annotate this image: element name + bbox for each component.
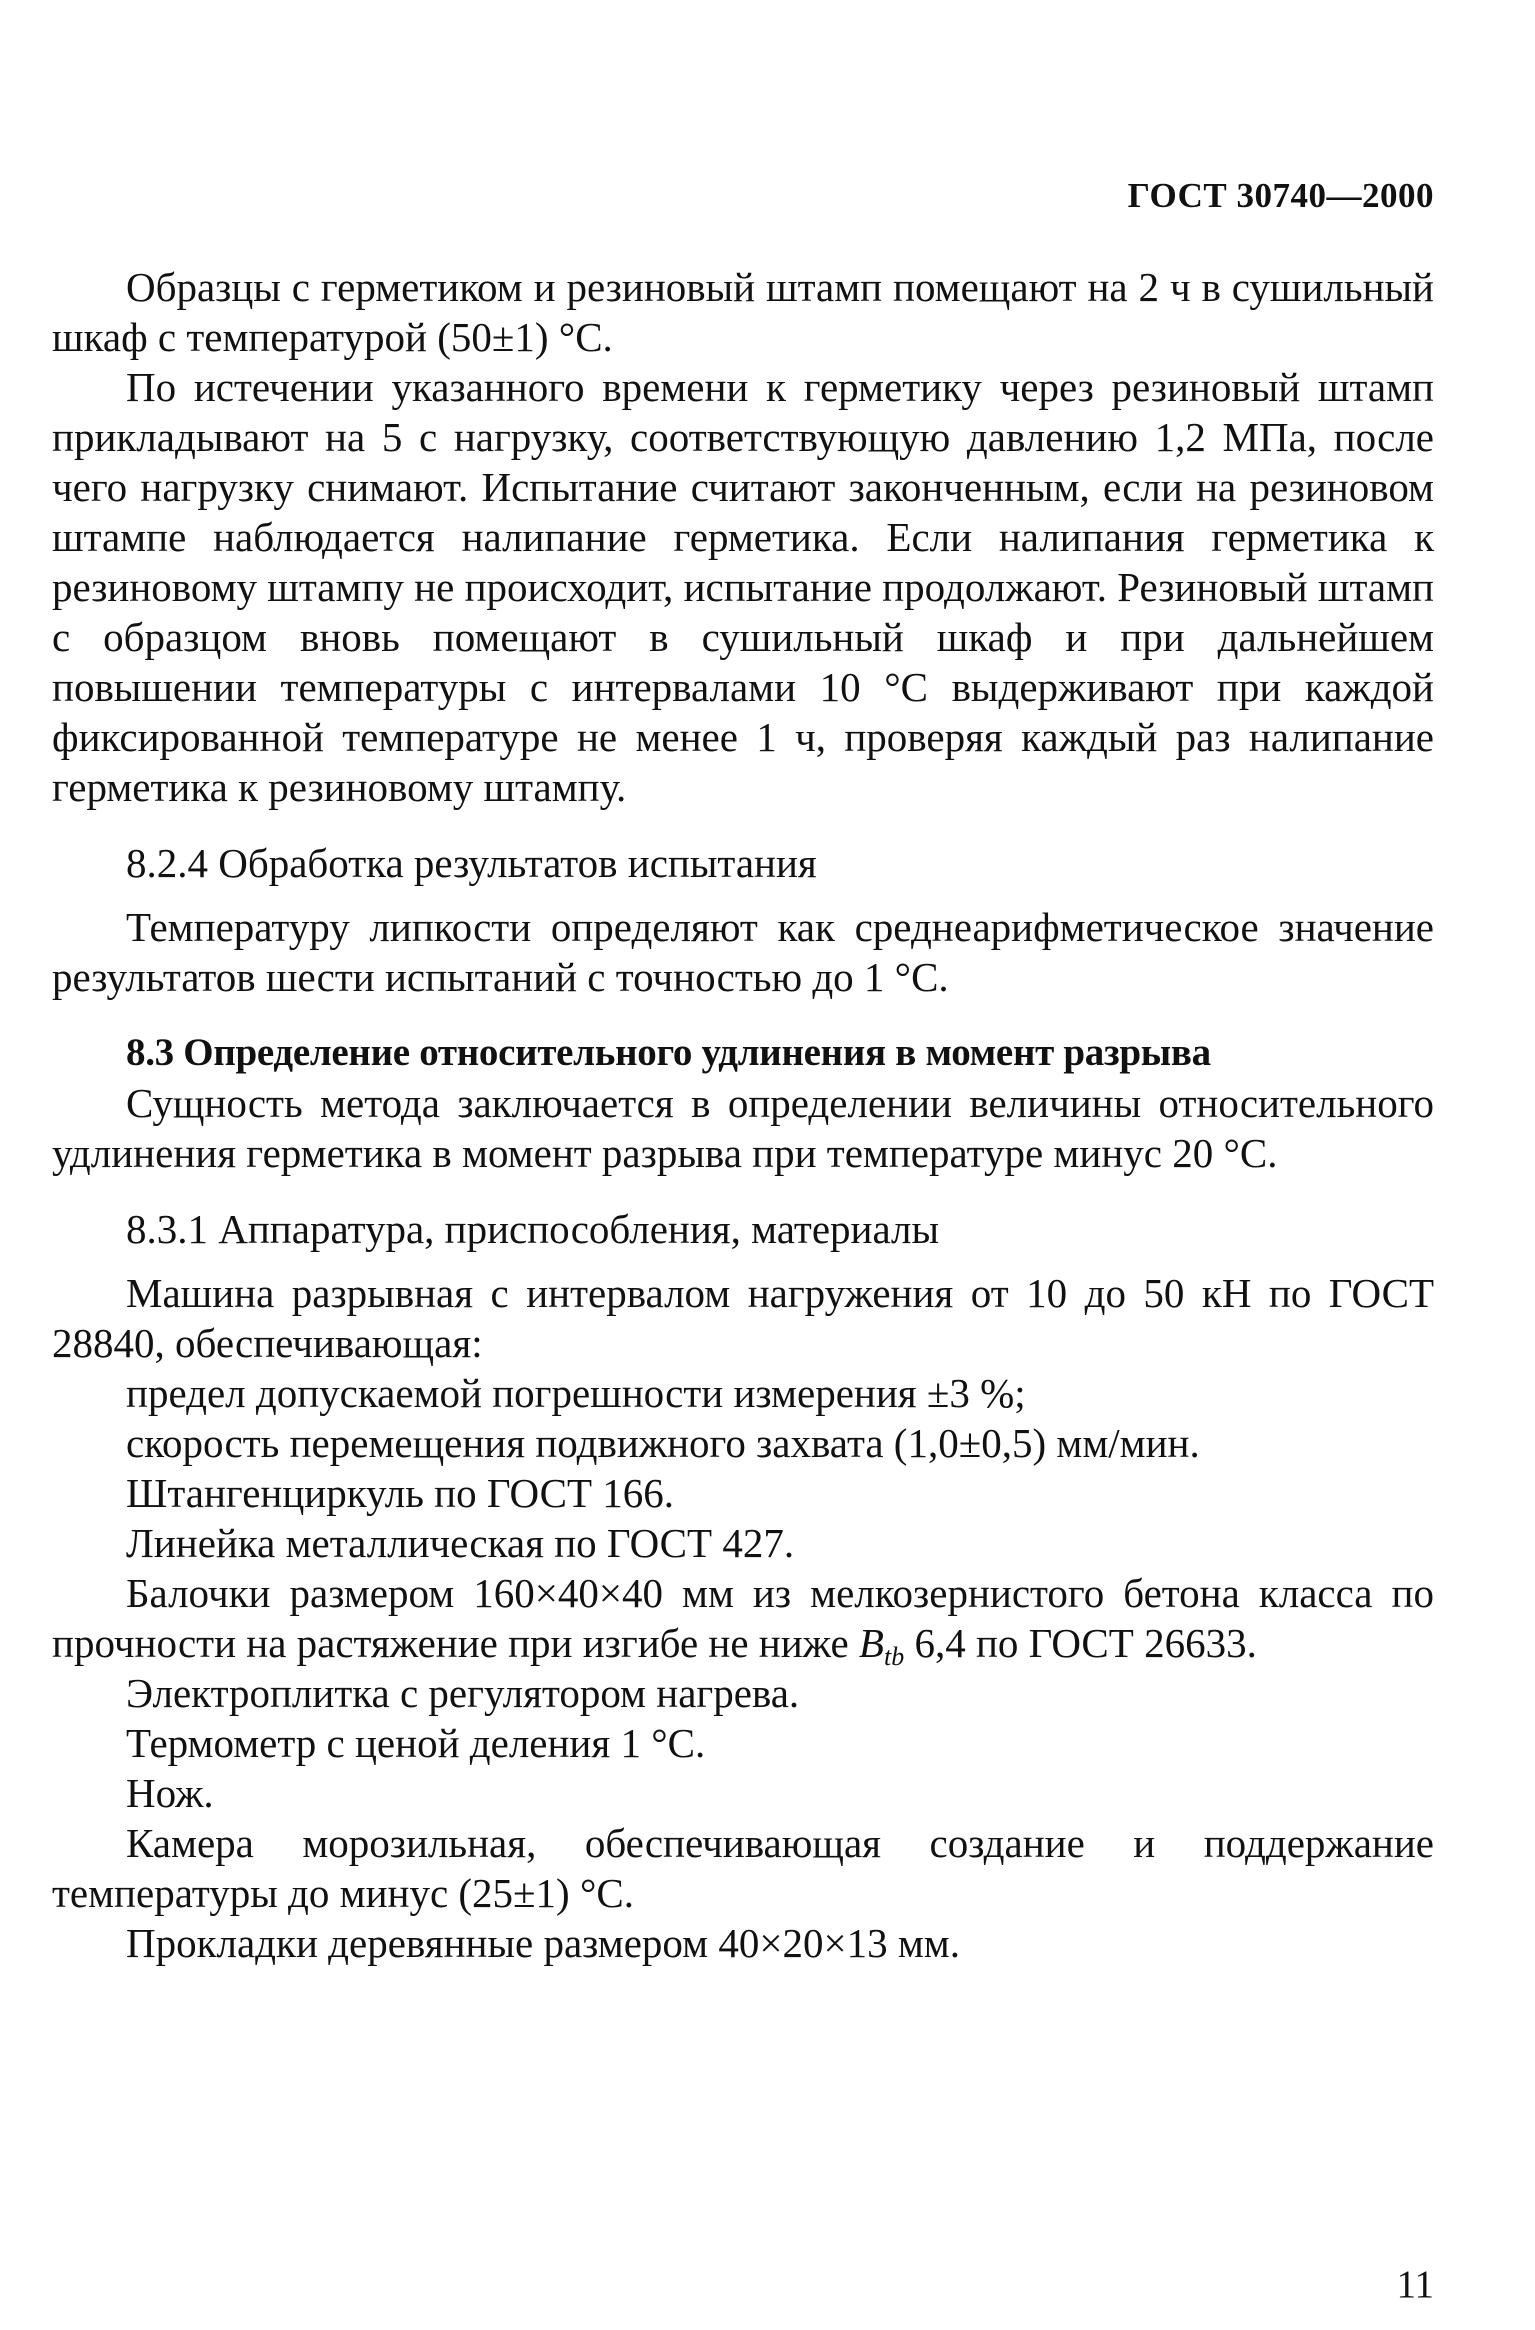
list-item-knife: Нож. xyxy=(126,1770,214,1816)
paragraph-method-essence: Сущность метода заключается в определении величины относительного удлинения герметика в момент разрыва при температуре минус 20 °С. xyxy=(52,1080,1434,1176)
list-item-grip-speed: скорость перемещения подвижного захвата (1,0±0,5) мм/мин. xyxy=(126,1420,1200,1466)
section-8-3-title: 8.3 Определение относительного удлинения в момент разрыва xyxy=(126,1031,1211,1074)
section-8-2-4-title: 8.2.4 Обработка результатов испытания xyxy=(126,840,817,886)
strength-class-symbol: B xyxy=(858,1620,884,1666)
list-item-wooden-spacers: Прокладки деревянные размером 40×20×13 мм. xyxy=(126,1920,960,1966)
list-item-caliper: Штангенциркуль по ГОСТ 166. xyxy=(126,1470,675,1516)
paragraph-tensile-machine: Машина разрывная с интервалом нагружения от 10 до 50 кН по ГОСТ 28840, обеспечивающая: xyxy=(52,1270,1434,1366)
list-item-hotplate: Электроплитка с регулятором нагрева. xyxy=(126,1670,800,1716)
document-body xyxy=(52,262,1434,1968)
page-number: 11 xyxy=(1396,2263,1434,2306)
list-item-measurement-error: предел допускаемой погрешности измерения ±3 %; xyxy=(126,1370,1026,1416)
document-code-header: ГОСТ 30740—2000 xyxy=(1127,176,1434,215)
list-item-concrete-beams xyxy=(52,1568,1434,1671)
list-item-freezer: Камера морозильная, обеспечивающая создание и поддержание температуры до минус (25±1) °С. xyxy=(52,1820,1434,1916)
paragraph-test-procedure: По истечении указанного времени к герметику через резиновый штамп прикладывают на 5 с нагрузку, соответствующую давлению 1,2 МПа, после чего нагрузку снимают. Испытание считают законченным, если на резиновом штампе наблюдается налипание герметика. Если налипания герметика к резиновому штампу не происходит, испытание продолжают. Резиновый штамп с образцом вновь помещают в сушильный шкаф и при дальнейшем повышении температуры с интервалами 10 °С выдерживают при каждой фиксированной температуре не менее 1 ч, проверяя каждый раз налипание герметика к резиновому штампу. xyxy=(52,364,1434,810)
beams-text-start: Балочки размером 160×40×40 мм из мелкозернистого бетона класса по прочности на растяжение при изгибе не ниже xyxy=(52,1570,1434,1666)
list-item-ruler: Линейка металлическая по ГОСТ 427. xyxy=(126,1520,795,1566)
section-8-3-1-title: 8.3.1 Аппаратура, приспособления, материалы xyxy=(126,1206,940,1252)
paragraph-results-processing: Температуру липкости определяют как среднеарифметическое значение результатов шести испытаний с точностью до 1 °С. xyxy=(52,904,1434,1000)
list-item-thermometer: Термометр с ценой деления 1 °С. xyxy=(126,1720,706,1766)
beams-text-end: 6,4 по ГОСТ 26633. xyxy=(904,1620,1257,1666)
paragraph-samples-drying: Образцы с герметиком и резиновый штамп помещают на 2 ч в сушильный шкаф с температурой (50±1) °С. xyxy=(52,264,1434,360)
strength-class-subscript: tb xyxy=(883,1642,905,1671)
